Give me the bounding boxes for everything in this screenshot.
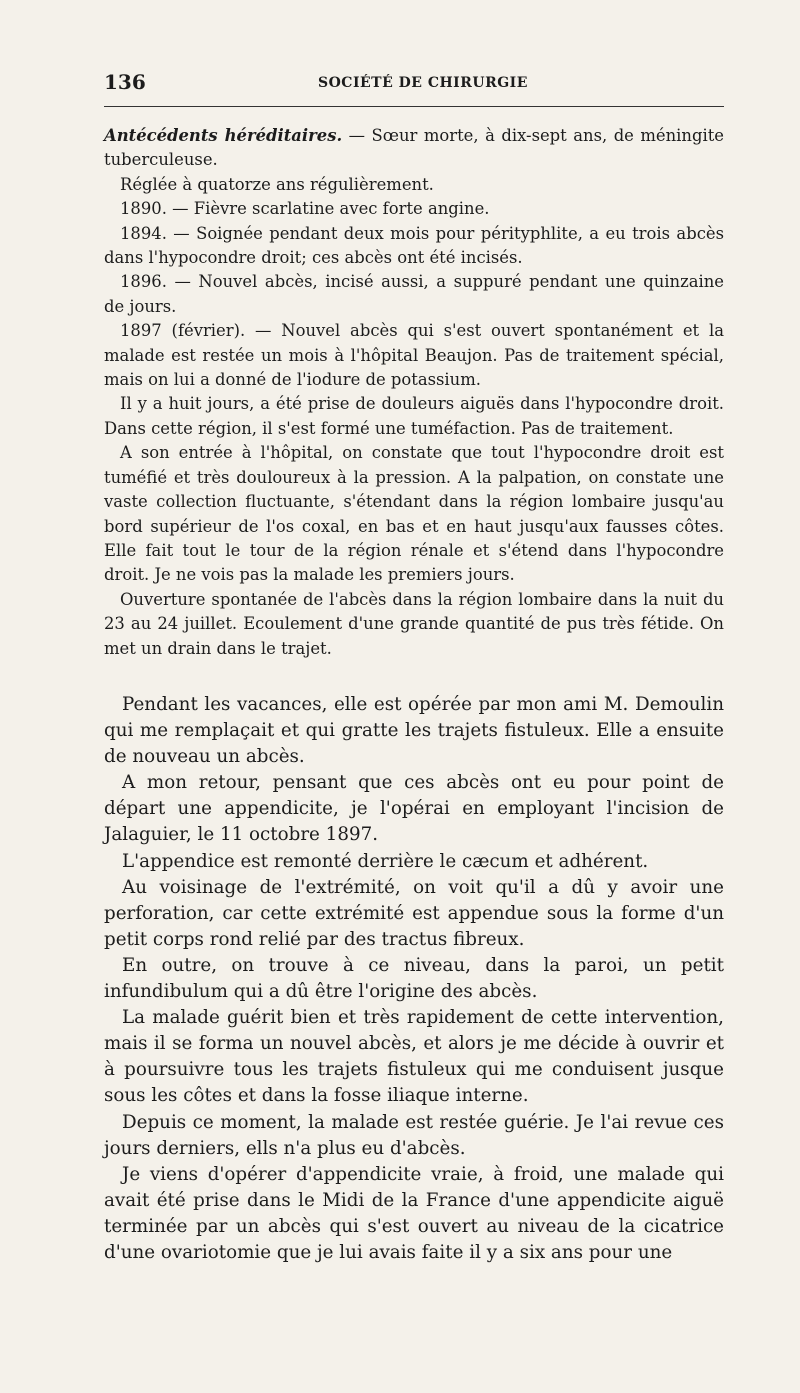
observation-paragraph: 1890. — Fièvre scarlatine avec forte angine. [120,199,490,219]
case-observation [104,124,724,661]
body-paragraph: L'appendice est remonté derrière le cæcum et adhérent. [122,850,649,872]
observation-paragraph: 1896. — Nouvel abcès, incisé aussi, a suppuré pendant une quinzaine de jours. [104,272,724,316]
observation-paragraph: Il y a huit jours, a été prise de douleurs aiguës dans l'hypocondre droit. Dans cette région, il s'est formé une tuméfaction. Pas de traitement. [104,394,724,438]
main-text [104,692,724,1266]
observation-paragraph: A son entrée à l'hôpital, on constate que tout l'hypocondre droit est tuméfié et très douloureux à la pression. A la palpation, on constate une vaste collection fluctuante, s'étendant dans la région lombaire jusqu'au bord supérieur de l'os coxal, en bas et en haut jusqu'aux fausses côtes. Elle fait tout le tour de la région rénale et s'étend dans l'hypocondre droit. Je ne vois pas la malade les premiers jours. [104,443,724,585]
body-paragraph: Je viens d'opérer d'appendicite vraie, à froid, une malade qui avait été prise dans le Midi de la France d'une appendicite aiguë terminée par un abcès qui s'est ouvert au niveau de la cicatrice d'une ovariotomie que je lui avais faite il y a six ans pour une [104,1163,724,1263]
observation-paragraph: Réglée à quatorze ans régulièrement. [120,174,434,194]
body-paragraph: La malade guérit bien et très rapidement de cette intervention, mais il se forma un nouvel abcès, et alors je me décide à ouvrir et à poursuivre tous les trajets fistuleux qui me conduisent jusque sous les côtes et dans la fosse iliaque interne. [104,1007,724,1107]
header-rule [104,106,724,107]
body-paragraph: A mon retour, pensant que ces abcès ont eu pour point de départ une appendicite, je l'opérai en employant l'incision de Jalaguier, le 11 octobre 1897. [104,772,724,846]
observation-text: — Sœur morte, à dix-sept ans, de méningite tuberculeuse. [104,126,724,170]
observation-paragraph: 1894. — Soignée pendant deux mois pour pérityphlite, a eu trois abcès dans l'hypocondre droit; ces abcès ont été incisés. [104,223,724,268]
observation-paragraph [104,124,724,173]
section-heading: Antécédents héréditaires. [104,126,343,145]
observation-paragraph: Ouverture spontanée de l'abcès dans la région lombaire dans la nuit du 23 au 24 juillet. Ecoulement d'une grande quantité de pus très fétide. On met un drain dans le trajet. [104,589,724,658]
body-paragraph: En outre, on trouve à ce niveau, dans la paroi, un petit infundibulum qui a dû être l'origine des abcès. [104,954,724,1003]
body-paragraph: Pendant les vacances, elle est opérée par mon ami M. Demoulin qui me remplaçait et qui gratte les trajets fistuleux. Elle a ensuite de nouveau un abcès. [104,694,724,768]
observation-paragraph: 1897 (février). — Nouvel abcès qui s'est ouvert spontanément et la malade est restée un mois à l'hôpital Beaujon. Pas de traitement spécial, mais on lui a donné de l'iodure de potassium. [104,321,724,390]
running-head: SOCIÉTÉ DE CHIRURGIE [318,75,528,91]
page-header [104,70,724,100]
body-paragraph: Depuis ce moment, la malade est restée guérie. Je l'ai revue ces jours derniers, ells n'a plus eu d'abcès. [104,1111,724,1159]
page-number: 136 [104,70,146,94]
body-paragraph: Au voisinage de l'extrémité, on voit qu'il a dû y avoir une perforation, car cette extrémité est appendue sous la forme d'un petit corps rond relié par des tractus fibreux. [104,876,724,950]
